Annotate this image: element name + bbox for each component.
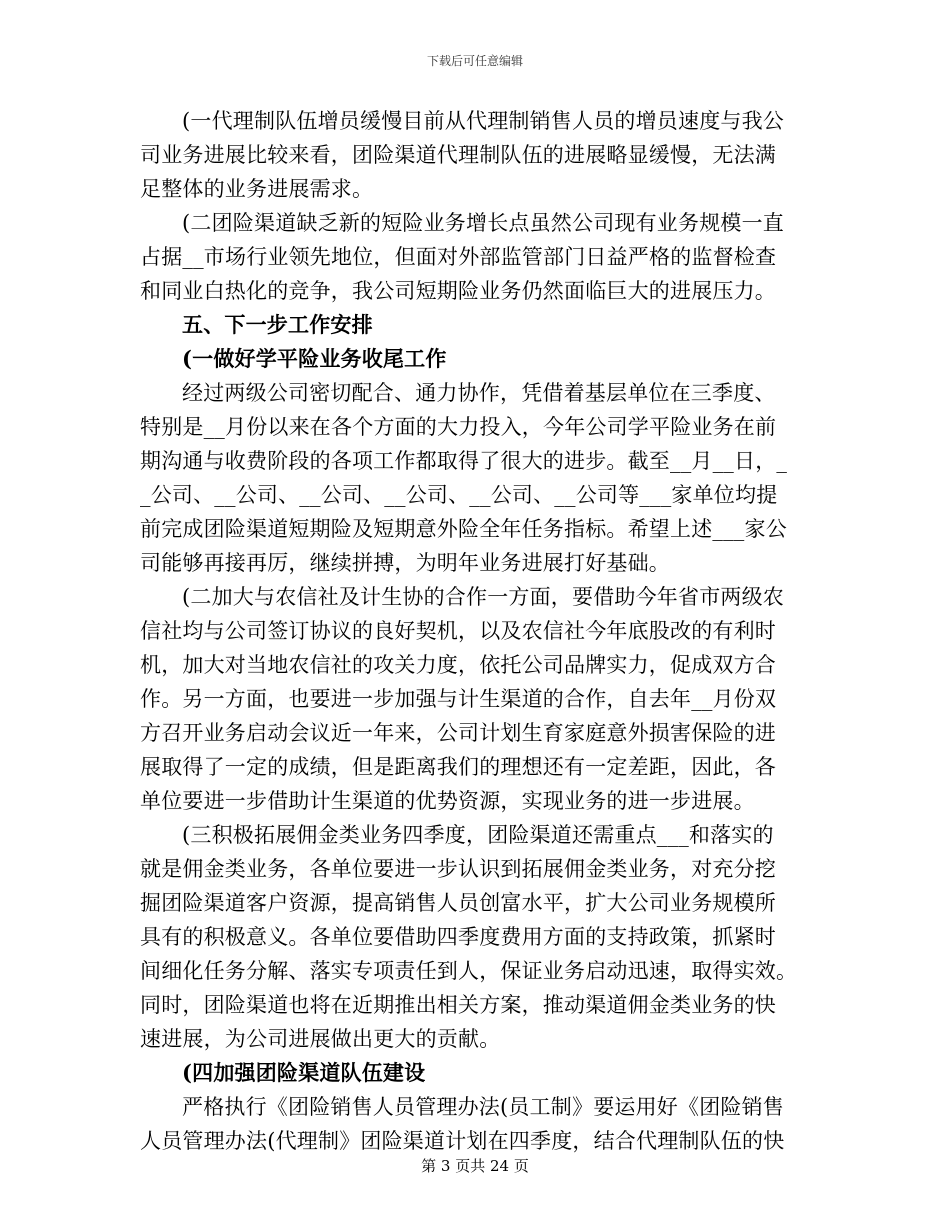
paragraph-line: 司能够再接再厉，继续拼搏，为明年业务进展打好基础。 [140,551,670,575]
paragraph-line: (二团险渠道缺乏新的短险业务增长点虽然公司现有业务规模一直 [182,211,784,235]
page-number: 第 3 页共 24 页 [421,1157,529,1175]
paragraph-line: 速进展，为公司进展做出更大的贡献。 [140,1027,501,1051]
paragraph-line: 期沟通与收费阶段的各项工作都取得了很大的进步。截至__月__日，_ [140,449,788,473]
paragraph-line: 司业务进展比较来看，团险渠道代理制队伍的进展略显缓慢，无法满 [140,143,776,167]
paragraph-line: 人员管理办法(代理制》团险渠道计划在四季度，结合代理制队伍的快 [140,1129,785,1153]
paragraph-line: 占据__市场行业领先地位，但面对外部监管部门日益严格的监督检查 [140,245,777,269]
paragraph-line: 具有的积极意义。各单位要借助四季度费用方面的支持政策，抓紧时 [140,925,776,949]
paragraph-line: (二加大与农信社及计生协的合作一方面，要借助今年省市两级农 [182,585,784,609]
paragraph-line: (一代理制队伍增员缓慢目前从代理制销售人员的增员速度与我公 [182,109,784,133]
paragraph-line: 和同业白热化的竞争，我公司短期险业务仍然面临巨大的进展压力。 [140,279,776,303]
paragraph-line: 作。另一方面，也要进一步加强与计生渠道的合作，自去年__月份双 [140,687,777,711]
section-heading: 五、下一步工作安排 [182,312,373,337]
subsection-heading: (一做好学平险业务收尾工作 [182,346,447,371]
paragraph-line: 特别是__月份以来在各个方面的大力投入，今年公司学平险业务在前 [140,415,777,439]
paragraph-line: _公司、__公司、__公司、__公司、__公司、__公司等___家单位均提 [140,483,778,507]
document-body [140,104,810,1158]
paragraph-line: 严格执行《团险销售人员管理办法(员工制》要运用好《团险销售 [182,1095,784,1119]
paragraph-line: 方召开业务启动会议近一年来，公司计划生育家庭意外损害保险的进 [140,721,776,745]
paragraph-line: 掘团险渠道客户资源，提高销售人员创富水平，扩大公司业务规模所 [140,891,776,915]
paragraph-line: 经过两级公司密切配合、通力协作，凭借着基层单位在三季度、 [182,381,776,405]
paragraph-line: 单位要进一步借助计生渠道的优势资源，实现业务的进一步进展。 [140,789,755,813]
paragraph-line: (三积极拓展佣金类业务四季度，团险渠道还需重点___和落实的 [182,823,774,847]
paragraph-line: 展取得了一定的成绩，但是距离我们的理想还有一定差距，因此，各 [140,755,776,779]
paragraph-line: 间细化任务分解、落实专项责任到人，保证业务启动迅速，取得实效。 [140,959,798,983]
page-header: 下载后可任意编辑 [426,54,523,68]
paragraph-line: 信社均与公司签订协议的良好契机，以及农信社今年底股改的有利时 [140,619,776,643]
paragraph-line: 机，加大对当地农信社的攻关力度，依托公司品牌实力，促成双方合 [140,653,776,677]
paragraph-line: 同时，团险渠道也将在近期推出相关方案，推动渠道佣金类业务的快 [140,993,776,1017]
subsection-heading: (四加强团险渠道队伍建设 [182,1060,426,1085]
paragraph-line: 前完成团险渠道短期险及短期意外险全年任务指标。希望上述___家公 [140,517,787,541]
paragraph-line: 就是佣金类业务，各单位要进一步认识到拓展佣金类业务，对充分挖 [140,857,776,881]
paragraph-line: 足整体的业务进展需求。 [140,177,374,201]
